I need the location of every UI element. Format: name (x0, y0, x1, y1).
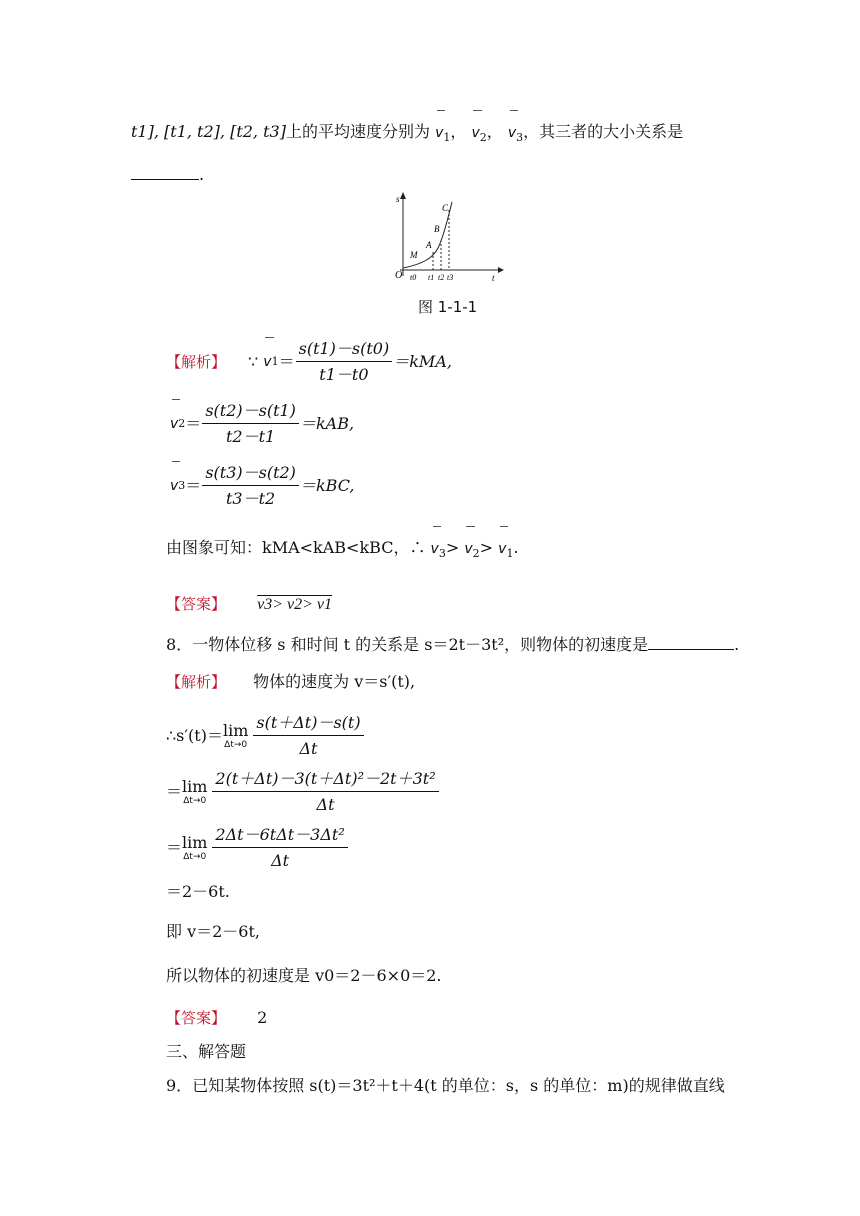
fraction: $\frac{\text{2Δt－6tΔt－3Δt²}}{\Delta t}$ (212, 825, 347, 871)
analysis8-step3: ＝ lim Δt→0 $\frac{\text{2Δt－6tΔt－3Δt²}}{\Delta t}$ (166, 824, 349, 872)
v-bar-symbol: v (464, 541, 473, 557)
analysis8-step2: ＝ lim Δt→0 $\frac{\text{2(t＋Δt)－3(t＋Δt)²－2t＋3t²}}{\Delta t}$ (166, 768, 440, 816)
analysis7-line1: 【解析】 ∵ v 1 ＝ $\frac{s(t1)-s(t0)}{t1-t0}$ ＝kMA, (166, 339, 452, 384)
q9-stem: 已知某物体按照 s(t)＝3t²＋t＋4(t 的单位：s，s 的单位：m)的规律做直线 (192, 1076, 725, 1095)
analysis7-line2: v 2 ＝ $\frac{s(t2)-s(t1)}{t2-t1}$ ＝kAB, (170, 401, 355, 446)
answer8-line (166, 1008, 267, 1028)
answer-blank (648, 634, 734, 650)
tick-label: t2 (438, 273, 445, 282)
q7-stem-line: t1], [t1, t2], [t2, t3]上的平均速度分别为 $v_1$， $v_2$， $v_3$，其三者的大小关系是 (131, 122, 684, 144)
fraction: $\frac{s(t1)-s(t0)}{t1-t0}$ (296, 339, 393, 385)
point-label: B (434, 224, 440, 234)
fraction: $\frac{s(t2)-s(t1)}{t2-t1}$ (202, 401, 299, 447)
analysis8-ji: 即 v＝2－6t, (166, 922, 261, 941)
analysis8-step4: ＝2－6t. (166, 882, 230, 901)
q9-stem-line: 9．已知某物体按照 s(t)＝3t²＋t＋4(t 的单位：s，s 的单位：m)的规律做直线 (166, 1076, 725, 1095)
position-time-graph (388, 190, 506, 282)
tick-label: t0 (410, 273, 417, 282)
v-bar-symbol: v (430, 541, 439, 557)
q7-answer-blank-line: . (131, 164, 204, 185)
q7-intervals: t1], [t1, t2], [t2, t3] (131, 122, 286, 141)
q8-stem: 一物体位移 s 和时间 t 的关系是 s＝2t－3t²，则物体的初速度是 (192, 635, 649, 654)
v-bar-symbol: v (498, 541, 507, 557)
point-label: A (426, 240, 432, 250)
figure-caption: 图 1-1-1 (418, 298, 478, 316)
section-title: 三、解答题 (166, 1042, 247, 1061)
fraction: $\frac{s(t+\Delta t)-s(t)}{\Delta t}$ (253, 713, 363, 759)
answer-blank (131, 164, 199, 180)
fraction: $\frac{\text{2(t＋Δt)－3(t＋Δt)²－2t＋3t²}}{\Delta t}$ (212, 769, 438, 815)
v-bar-symbol: v (263, 350, 271, 374)
fraction: $\frac{s(t3)-s(t2)}{t3-t2}$ (202, 463, 299, 509)
point-label: M (410, 250, 418, 260)
s-axis-arrow (400, 192, 406, 199)
answer-label: 【答案】 (166, 595, 227, 613)
answer-label: 【答案】 (166, 1009, 227, 1027)
v-bar-symbol: v (170, 412, 178, 436)
answer7-line (166, 594, 332, 615)
q8-stem-line: 8．一物体位移 s 和时间 t 的关系是 s＝2t－3t²，则物体的初速度是 . (166, 635, 740, 654)
answer8-text: 2 (257, 1008, 268, 1027)
axis-t-label: t (492, 273, 495, 282)
tick-label: t3 (447, 273, 454, 282)
q7-stem-mid: 上的平均速度分别为 (285, 122, 430, 141)
analysis8-line1: 【解析】 物体的速度为 v＝s′(t), (166, 672, 416, 691)
v-bar-symbol: v (471, 125, 480, 141)
v-bar-symbol: v (435, 125, 444, 141)
tick-label: t1 (428, 273, 435, 282)
q7-stem-end: ，其三者的大小关系是 (523, 122, 684, 141)
v-bar-symbol: v (507, 125, 517, 141)
answer7-text: v3> v2> v1 (257, 596, 333, 613)
t-axis-arrow (498, 267, 504, 273)
point-label: C (442, 203, 449, 213)
analysis8-step1: ∴s′(t)＝ lim Δt→0 $\frac{s(t+\Delta t)-s(t)}{\Delta t}$ (166, 712, 365, 760)
analysis-label: 【解析】 (166, 673, 227, 691)
axis-s-label: s (396, 194, 400, 204)
v-bar-symbol: v (170, 474, 178, 498)
analysis7-line3: v 3 ＝ $\frac{s(t3)-s(t2)}{t3-t2}$ ＝kBC, (170, 463, 355, 508)
limit-operator: lim Δt→0 (182, 777, 208, 806)
origin-label: O (395, 270, 403, 281)
limit-operator: lim Δt→0 (182, 833, 208, 862)
analysis8-final: 所以物体的初速度是 v0＝2－6×0＝2. (166, 966, 442, 985)
limit-operator: lim Δt→0 (222, 721, 249, 750)
analysis7-conclusion: 由图象可知：kMA<kAB<kBC，∴ $v_3> v_2> v_1$. (166, 538, 519, 560)
analysis-label: 【解析】 (166, 353, 227, 371)
